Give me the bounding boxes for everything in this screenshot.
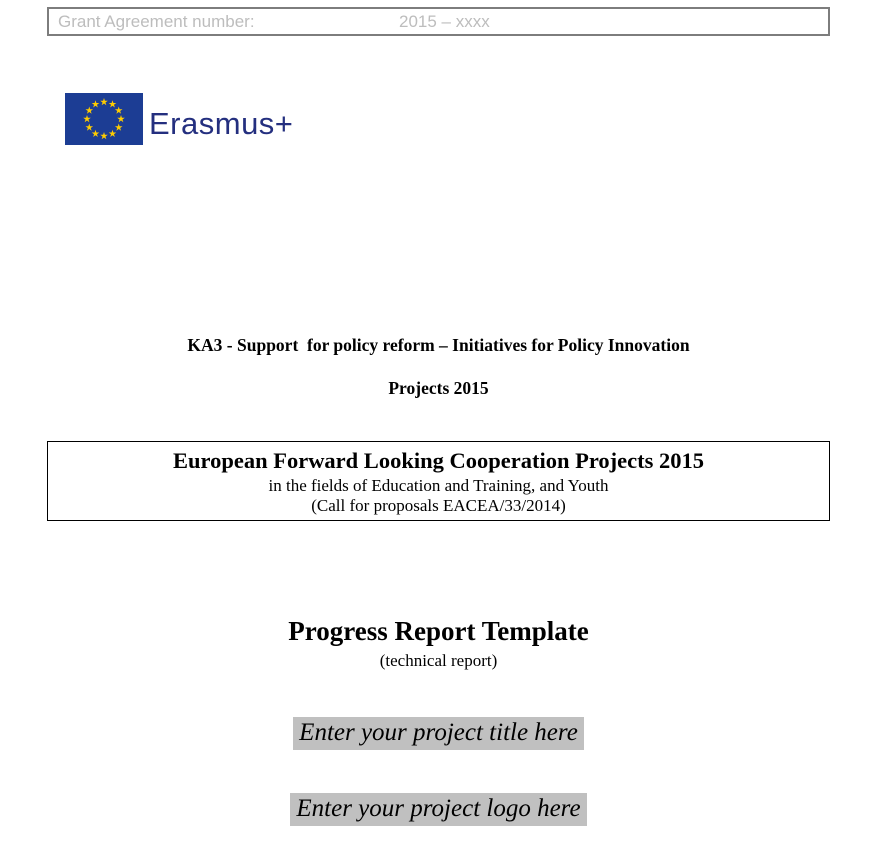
- projects-heading: Projects 2015: [388, 378, 489, 398]
- grant-agreement-box: [47, 7, 830, 36]
- project-logo-placeholder[interactable]: Enter your project logo here: [290, 793, 586, 826]
- grant-agreement-label: Grant Agreement number:: [58, 11, 255, 31]
- project-logo-row: [47, 793, 830, 826]
- project-title-placeholder[interactable]: Enter your project title here: [293, 717, 584, 750]
- ka3-heading: KA3 - Support for policy reform – Initiatives for Policy Innovation: [187, 335, 690, 355]
- call-proposals-line: (Call for proposals EACEA/33/2014): [311, 496, 566, 515]
- grant-agreement-value[interactable]: 2015 – xxxx: [399, 11, 490, 31]
- call-subtitle: in the fields of Education and Training, and Youth: [268, 476, 609, 495]
- report-subtitle: (technical report): [379, 651, 498, 670]
- project-title-row: [47, 717, 830, 750]
- call-title: European Forward Looking Cooperation Projects 2015: [172, 448, 705, 473]
- eu-flag-icon: [65, 93, 143, 150]
- call-box: [47, 441, 830, 521]
- erasmus-wordmark: Erasmus+: [149, 106, 294, 141]
- report-title: Progress Report Template: [288, 616, 589, 646]
- erasmus-logo: [65, 93, 395, 153]
